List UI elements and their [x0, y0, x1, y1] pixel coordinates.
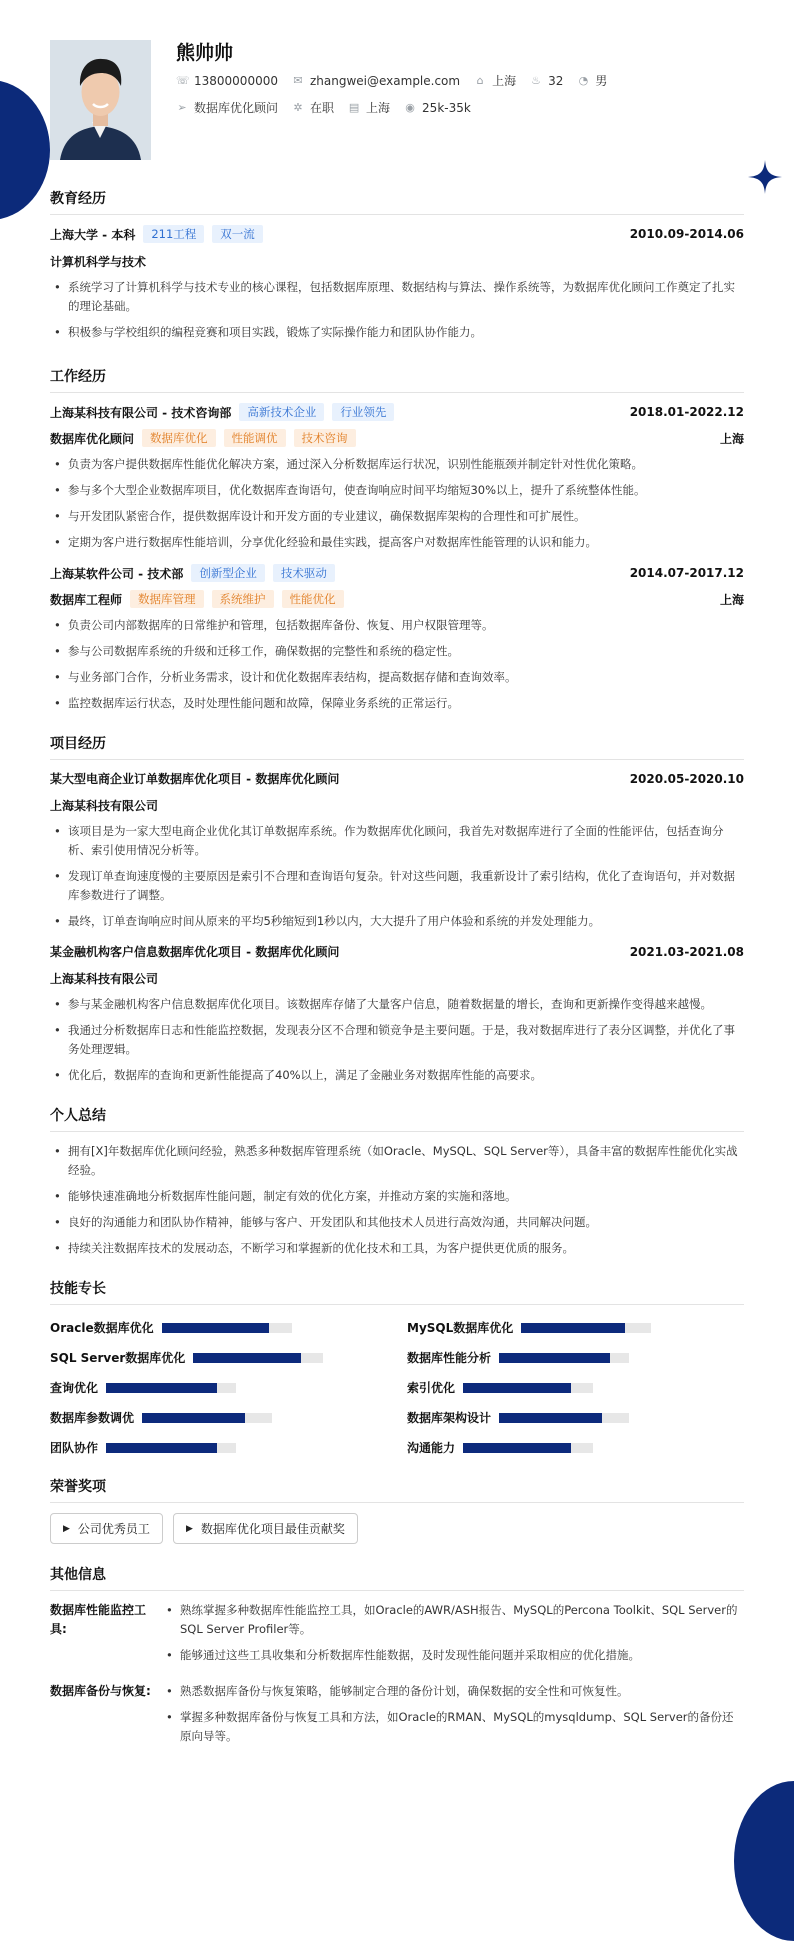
email: ✉ zhangwei@example.com	[293, 73, 461, 88]
other-label: 数据库性能监控工具:	[50, 1603, 147, 1636]
section-title: 工作经历	[50, 366, 744, 393]
list-item: • 掌握多种数据库备份与恢复工具和方法，如Oracle的RMAN、MySQL的mysqldump、SQL Server的备份还原向导等。	[162, 1708, 744, 1746]
role-tag: 性能调优	[224, 429, 286, 447]
project-company: 上海某科技有限公司	[50, 799, 159, 813]
status: ✲ 在职	[293, 101, 335, 115]
skill-name: SQL Server数据库优化	[50, 1351, 186, 1365]
skill-name: 数据库参数调优	[50, 1411, 135, 1425]
list-item: • 最终，订单查询响应时间从原来的平均5秒缩短到1秒以内，大大提升了用户体验和系统的并发处理能力。	[50, 912, 744, 931]
decoration-top-left	[0, 80, 50, 220]
play-icon: ▶	[63, 1523, 70, 1534]
skill-level-fill	[193, 1353, 301, 1363]
play-icon: ▶	[185, 1523, 193, 1534]
skill-level-bar	[142, 1413, 272, 1423]
resume-header	[50, 0, 744, 160]
list-item: • 优化后，数据库的查询和更新性能提高了40%以上，满足了金融业务对数据库性能的高要求。	[50, 1066, 744, 1085]
skill-level-bar	[463, 1443, 593, 1453]
project-date: 2021.03-2021.08	[629, 944, 744, 959]
candidate-name: 熊帅帅	[176, 42, 234, 64]
sparkle-icon	[748, 160, 782, 194]
mail-icon: ✉	[293, 74, 303, 87]
list-item: • 负责为客户提供数据库性能优化解决方案，通过深入分析数据库运行状况，识别性能瓶颈并制定针对性优化策略。	[50, 455, 744, 474]
home-icon: ⌂	[476, 74, 484, 87]
award-badge: ▶ 公司优秀员工	[50, 1513, 163, 1544]
skills-section	[50, 1278, 744, 1456]
company-name: 上海某软件公司 - 技术部	[50, 566, 184, 581]
skill-level-fill	[463, 1383, 571, 1393]
company-name: 上海某科技有限公司 - 技术咨询部	[50, 405, 232, 420]
section-title: 教育经历	[50, 188, 744, 215]
education-section	[50, 188, 744, 342]
skill-level-fill	[499, 1353, 610, 1363]
work-date: 2018.01-2022.12	[629, 405, 744, 419]
list-item: • 与开发团队紧密合作，提供数据库设计和开发方面的专业建议，确保数据库架构的合理性和可扩展性。	[50, 507, 744, 526]
phone-icon: ☏	[176, 74, 190, 87]
skill-level-fill	[463, 1443, 571, 1453]
skill-item	[407, 1379, 744, 1396]
major: 计算机科学与技术	[50, 255, 147, 269]
skill-level-bar	[499, 1413, 629, 1423]
school-tag: 211工程	[143, 225, 204, 243]
project-company: 上海某科技有限公司	[50, 972, 159, 986]
skill-level-bar	[499, 1353, 629, 1363]
skill-name: MySQL数据库优化	[407, 1321, 514, 1335]
other-section	[50, 1564, 744, 1753]
role-tag: 技术咨询	[294, 429, 356, 447]
list-item: • 熟悉数据库备份与恢复策略，能够制定合理的备份计划，确保数据的安全性和可恢复性。	[162, 1682, 744, 1701]
skill-level-fill	[162, 1323, 270, 1333]
skill-level-fill	[106, 1383, 217, 1393]
other-group	[50, 1682, 744, 1753]
list-item: • 良好的沟通能力和团队协作精神，能够与客户、开发团队和其他技术人员进行高效沟通，共同解决问题。	[50, 1213, 744, 1232]
work-date: 2014.07-2017.12	[629, 566, 744, 580]
list-item: • 拥有[X]年数据库优化顾问经验，熟悉多种数据库管理系统（如Oracle、MySQL、SQL Server等），具备丰富的数据库性能优化实战经验。	[50, 1142, 744, 1180]
school-name: 上海大学 - 本科	[50, 227, 136, 242]
work-location: 上海	[719, 431, 744, 446]
work-entry	[50, 403, 744, 552]
other-label: 数据库备份与恢复:	[50, 1684, 151, 1698]
project-entry	[50, 943, 744, 1085]
list-item: • 熟练掌握多种数据库性能监控工具，如Oracle的AWR/ASH报告、MySQL的Percona Toolkit、SQL Server的SQL Server Profiler等。	[162, 1601, 744, 1639]
skill-name: 索引优化	[407, 1381, 456, 1395]
education-bullets	[50, 278, 744, 342]
position: ➢ 数据库优化顾问	[177, 101, 279, 115]
list-item: • 发现订单查询速度慢的主要原因是索引不合理和查询语句复杂。针对这些问题，我重新设计了索引结构，优化了查询语句，并对数据库参数进行了调整。	[50, 867, 744, 905]
company-tag: 创新型企业	[191, 564, 265, 582]
skills-grid	[50, 1319, 744, 1456]
section-title: 个人总结	[50, 1105, 744, 1132]
project-name: 某金融机构客户信息数据库优化项目 - 数据库优化顾问	[50, 945, 340, 959]
city: ⌂ 上海	[474, 72, 516, 89]
list-item: • 定期为客户进行数据库性能培训，分享优化经验和最佳实践，提高客户对数据库性能管理的认识和能力。	[50, 533, 744, 552]
project-name: 某大型电商企业订单数据库优化项目 - 数据库优化顾问	[50, 772, 340, 786]
list-item: • 系统学习了计算机科学与技术专业的核心课程，包括数据库原理、数据结构与算法、操作系统等，为数据库优化顾问工作奠定了扎实的理论基础。	[50, 278, 744, 316]
company-tag: 技术驱动	[273, 564, 335, 582]
skill-level-bar	[463, 1383, 593, 1393]
skill-item	[50, 1319, 387, 1336]
section-title: 其他信息	[50, 1564, 744, 1591]
resume-page	[50, 0, 744, 1753]
salary: ◉ 25k-35k	[405, 100, 471, 115]
list-item: • 能够通过这些工具收集和分析数据库性能数据，及时发现性能问题并采取相应的优化措施。	[162, 1646, 744, 1665]
list-item: • 参与多个大型企业数据库项目，优化数据库查询语句，使查询响应时间平均缩短30%以上，提升了系统整体性能。	[50, 481, 744, 500]
skill-name: 查询优化	[50, 1381, 99, 1395]
summary-section	[50, 1105, 744, 1258]
decoration-bottom-right	[734, 1781, 794, 1941]
send-icon: ➢	[177, 101, 187, 114]
skill-name: 团队协作	[50, 1441, 99, 1455]
work-section	[50, 366, 744, 713]
school-tag: 双一流	[212, 225, 263, 243]
job-intent-row	[176, 99, 471, 116]
skill-name: 沟通能力	[407, 1441, 456, 1455]
company-tag: 高新技术企业	[239, 403, 324, 421]
role-tag: 性能优化	[282, 590, 344, 608]
skill-item	[50, 1349, 387, 1366]
building-icon: ▤	[348, 101, 360, 114]
list-item: • 监控数据库运行状态，及时处理性能问题和故障，保障业务系统的正常运行。	[50, 694, 744, 713]
list-item: • 积极参与学校组织的编程竞赛和项目实践，锻炼了实际操作能力和团队协作能力。	[50, 323, 744, 342]
role-tag: 数据库管理	[130, 590, 204, 608]
skill-item	[407, 1409, 744, 1426]
company-tag: 行业领先	[332, 403, 394, 421]
project-date: 2020.05-2020.10	[629, 771, 744, 786]
education-header	[50, 225, 744, 243]
age: ♨ 32	[531, 73, 564, 88]
role-name: 数据库优化顾问	[50, 431, 135, 446]
skill-level-bar	[193, 1353, 323, 1363]
list-item: • 能够快速准确地分析数据库性能问题，制定有效的优化方案，并推动方案的实施和落地。	[50, 1187, 744, 1206]
gender-icon: ◔	[578, 74, 589, 87]
list-item: • 与业务部门合作，分析业务需求，设计和优化数据库表结构，提高数据存储和查询效率。	[50, 668, 744, 687]
education-date: 2010.09-2014.06	[629, 227, 744, 241]
avatar	[50, 40, 151, 160]
list-item: • 我通过分析数据库日志和性能监控数据，发现表分区不合理和锁竞争是主要问题。于是，我对数据库进行了表分区调整，并优化了事务处理逻辑。	[50, 1021, 744, 1059]
contact-row	[176, 72, 607, 89]
list-item: • 负责公司内部数据库的日常维护和管理，包括数据库备份、恢复、用户权限管理等。	[50, 616, 744, 635]
skill-name: 数据库性能分析	[407, 1351, 492, 1365]
other-group	[50, 1601, 744, 1672]
skill-item	[407, 1319, 744, 1336]
list-item: • 参与公司数据库系统的升级和迁移工作，确保数据的完整性和系统的稳定性。	[50, 642, 744, 661]
work-city: ▤ 上海	[348, 101, 391, 115]
gender: ◔ 男	[578, 74, 608, 88]
role-name: 数据库工程师	[50, 592, 123, 607]
work-location: 上海	[719, 592, 744, 607]
list-item: • 持续关注数据库技术的发展动态，不断学习和掌握新的优化技术和工具，为客户提供更优质的服务。	[50, 1239, 744, 1258]
list-item: • 参与某金融机构客户信息数据库优化项目。该数据库存储了大量客户信息，随着数据量的增长，查询和更新操作变得越来越慢。	[50, 995, 744, 1014]
section-title: 荣誉奖项	[50, 1476, 744, 1503]
skill-level-bar	[521, 1323, 651, 1333]
skill-item	[50, 1379, 387, 1396]
cake-icon: ♨	[531, 74, 542, 87]
skill-level-fill	[499, 1413, 602, 1423]
section-title: 项目经历	[50, 733, 744, 760]
award-badge: ▶ 数据库优化项目最佳贡献奖	[173, 1513, 358, 1544]
skill-level-bar	[106, 1383, 236, 1393]
work-entry	[50, 564, 744, 713]
skill-item	[407, 1349, 744, 1366]
status-icon: ✲	[293, 101, 303, 114]
skill-item	[407, 1439, 744, 1456]
list-item: • 该项目是为一家大型电商企业优化其订单数据库系统。作为数据库优化顾问，我首先对数据库进行了全面的性能评估，包括查询分析、索引使用情况分析等。	[50, 822, 744, 860]
role-tag: 系统维护	[212, 590, 274, 608]
skill-level-fill	[142, 1413, 245, 1423]
skill-name: 数据库架构设计	[407, 1411, 492, 1425]
skill-level-bar	[106, 1443, 236, 1453]
skill-name: Oracle数据库优化	[50, 1321, 154, 1335]
role-tag: 数据库优化	[142, 429, 216, 447]
salary-icon: ◉	[405, 101, 415, 114]
section-title: 技能专长	[50, 1278, 744, 1305]
skill-item	[50, 1409, 387, 1426]
skill-level-bar	[162, 1323, 292, 1333]
project-entry	[50, 770, 744, 931]
skill-item	[50, 1439, 387, 1456]
projects-section	[50, 733, 744, 1085]
skill-level-fill	[521, 1323, 625, 1333]
skill-level-fill	[106, 1443, 217, 1453]
phone: ☏ 13800000000	[176, 73, 278, 88]
awards-section	[50, 1476, 744, 1544]
